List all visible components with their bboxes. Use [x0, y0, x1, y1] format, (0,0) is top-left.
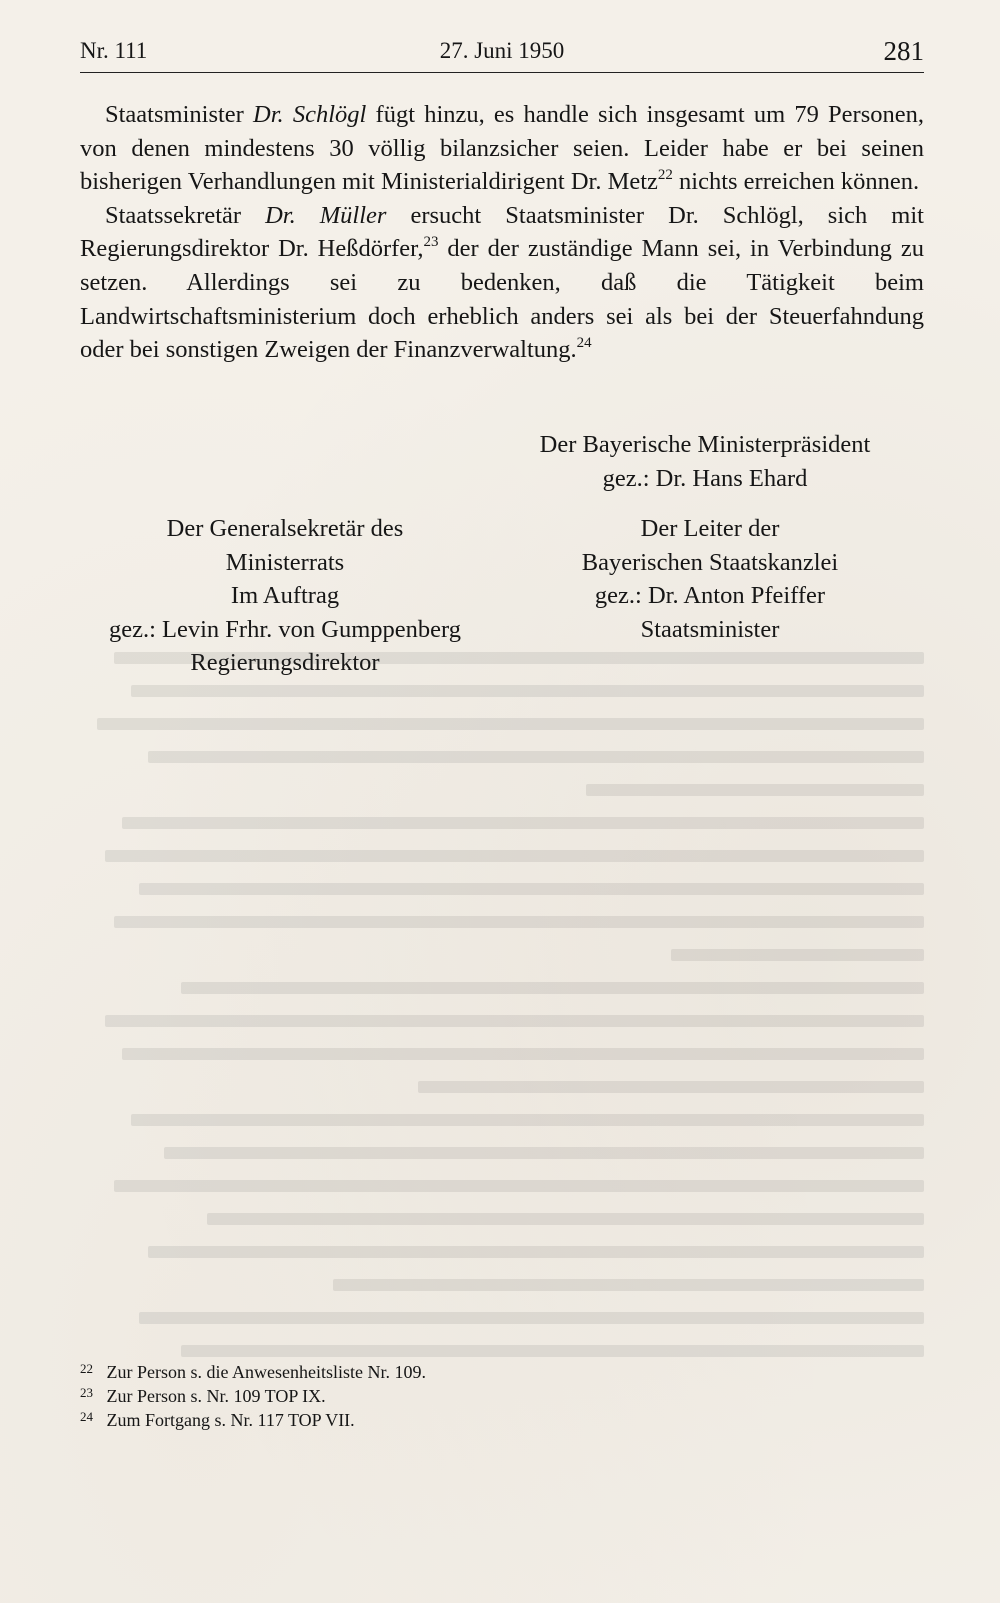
body-text [80, 98, 924, 367]
signature-title: Ministerrats [225, 548, 345, 576]
speaker-name: Dr. Müller [265, 201, 387, 229]
footnote-text: Zum Fortgang s. Nr. 117 TOP VII. [106, 1410, 355, 1430]
footnote-22 [80, 1360, 924, 1384]
text-run: Staatsminister [105, 101, 254, 128]
paragraph-mueller [80, 199, 924, 367]
page-number: 281 [883, 36, 924, 66]
speaker-name: Dr. Schlögl [253, 101, 367, 128]
bleed-through-texture [80, 640, 924, 1400]
signature-chancellery-head [540, 512, 880, 646]
footnote-24 [80, 1408, 924, 1432]
signature-signed: gez.: Levin Frhr. von Gumppenberg [108, 615, 461, 643]
footnote-23 [80, 1384, 924, 1408]
signature-note: Im Auftrag [230, 582, 340, 610]
signature-rank: Staatsminister [640, 615, 780, 643]
signature-title: Bayerischen Staatskanzlei [581, 548, 839, 576]
footnote-ref-23: 23 [423, 234, 439, 251]
footnotes [80, 1360, 924, 1432]
signature-signed: gez.: Dr. Anton Pfeiffer [594, 582, 826, 610]
footnote-number: 24 [80, 1409, 93, 1424]
signature-signed: gez.: Dr. Hans Ehard [602, 464, 808, 492]
footnote-number: 22 [80, 1361, 93, 1376]
footnote-ref-24: 24 [576, 335, 592, 351]
footnote-number: 23 [80, 1385, 93, 1400]
signature-title: Der Generalsekretär des [166, 515, 404, 542]
text-run: nichts erreichen können. [672, 168, 920, 196]
paragraph-schloegl [80, 98, 924, 199]
text-run: fügt hinzu, es handle sich insgesamt um 79 Personen, von denen mindestens 30 völlig bilanzsicher seien. Leider habe er bei seinen bisherigen Verhandlungen mit Ministerialdirigent Dr. Metz [80, 101, 924, 196]
signature-secretary-general [80, 512, 490, 680]
footnote-text: Zur Person s. Nr. 109 TOP IX. [106, 1386, 326, 1406]
signature-minister-president [505, 428, 905, 495]
header-rule [80, 72, 924, 73]
document-date: 27. Juni 1950 [439, 38, 565, 63]
signature-title: Der Bayerische Ministerpräsident [539, 431, 871, 458]
text-run: Staatssekretär [105, 201, 266, 229]
footnote-ref-22: 22 [657, 167, 673, 184]
text-run: der der zuständige Mann sei, in Verbindung zu setzen. Allerdings sei zu bedenken, daß die Tätigkeit beim Landwirtschaftsministerium doch erheblich anders sei als bei der Steuerfahndung oder bei sonstigen Zweigen der Finanzverwaltung. [80, 235, 924, 364]
signature-rank: Regierungsdirektor [190, 649, 380, 677]
footnote-text: Zur Person s. die Anwesenheitsliste Nr. 109. [106, 1362, 426, 1382]
text-run: ersucht Staatsminister Dr. Schlögl, sich mit Regierungsdirektor Dr. Heßdörfer, [80, 201, 924, 263]
signature-title: Der Leiter der [640, 515, 780, 542]
document-number: Nr. 111 [80, 38, 148, 63]
running-header [80, 38, 924, 72]
